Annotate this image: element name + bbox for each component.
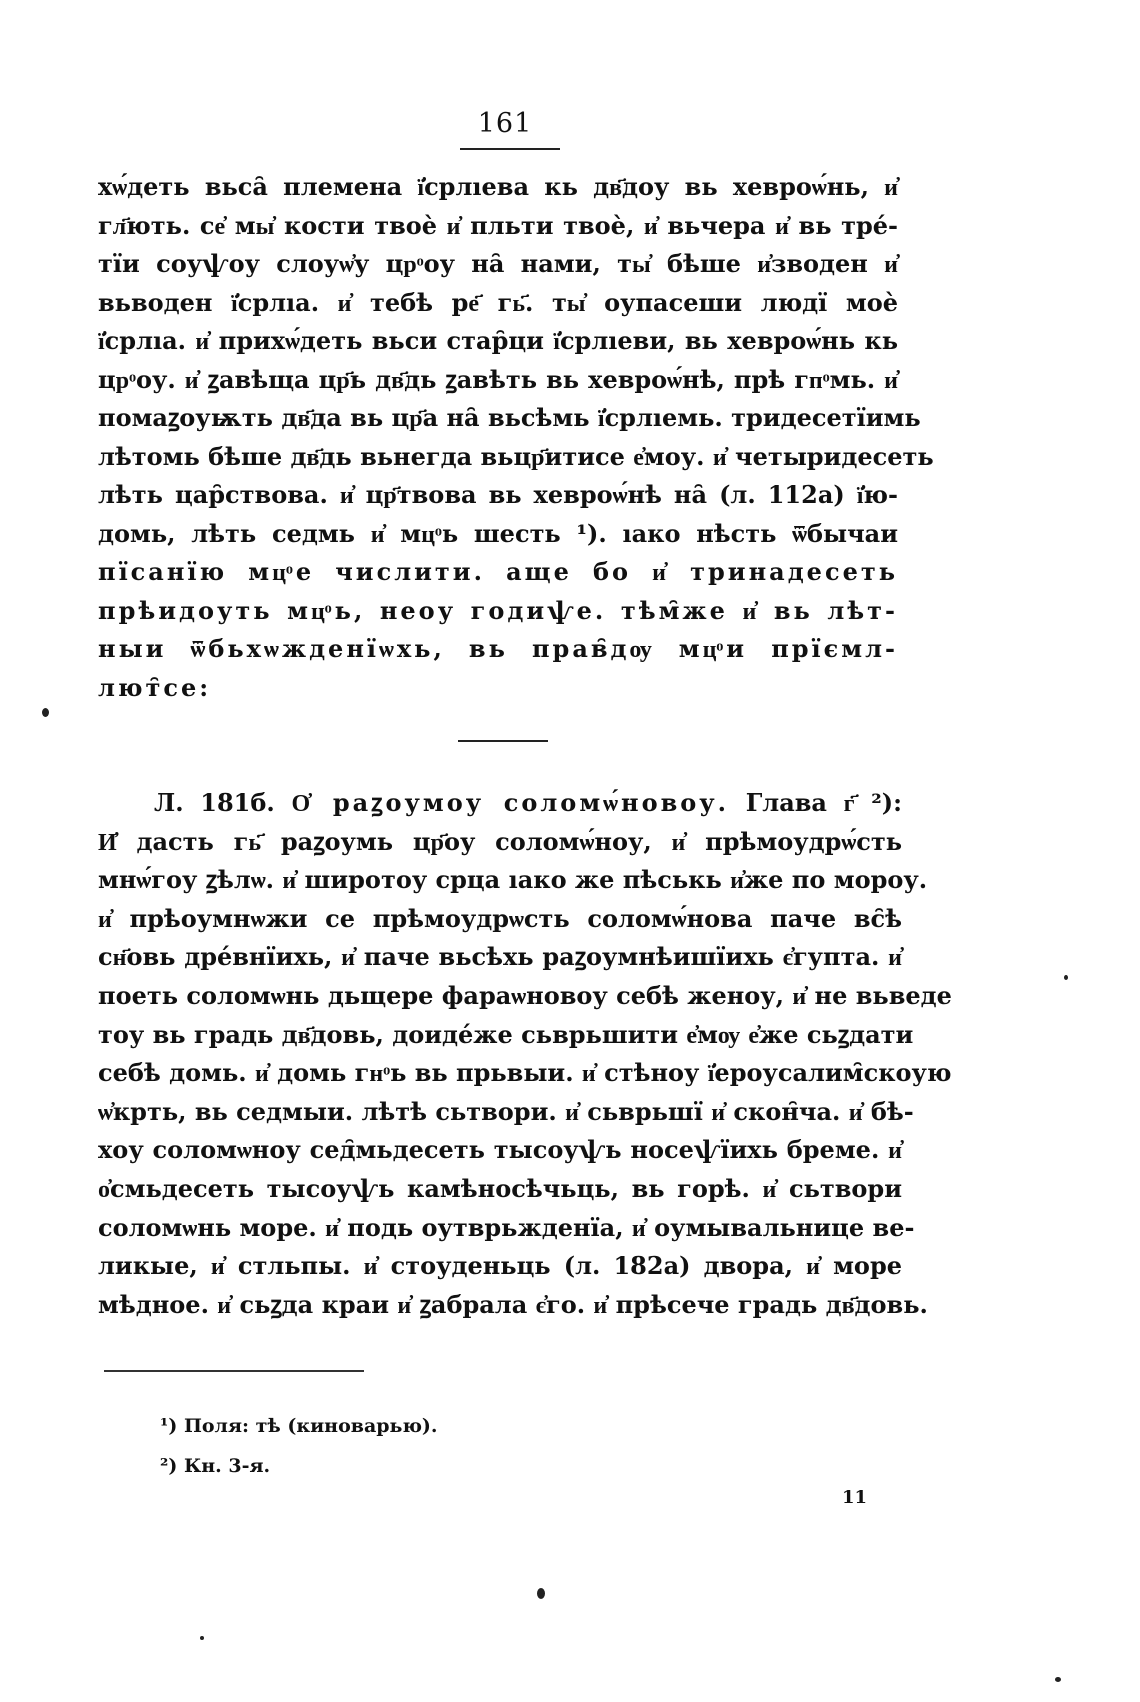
text-line: домь, лѣть седмь и҆ мцͦь шесть ¹). ıако нѣсть ѿбычаи xyxy=(98,518,898,548)
print-speck xyxy=(1064,975,1068,980)
text-line: И҆ дасть гь҃ раꙁоумь цр҃оу соломѡ́ноу, и҆ прѣмоудрѡ́сть xyxy=(98,826,902,856)
print-speck xyxy=(42,708,49,717)
text-line: тїи соуѱоу слоуѡ҆у црͦоу на̑ нами, ты҆ бѣше и҆зводен и҆ xyxy=(98,249,898,278)
text-line: тоу вь градь дв҃довь, доиде́же сьврьшити е҆мѹ е҆же сьꙁдати xyxy=(98,1019,914,1049)
text-line: о҆смьдесеть тысоуѱь камѣносѣчьць, вь горѣ. и҆ сьтвори xyxy=(98,1173,902,1203)
text-line: гл҃ють. се҆ мы҆ кости твоѐ и҆ пльти твоѐ, и҆ вьчера и҆ вь тре́- xyxy=(98,210,898,240)
signature-mark: 11 xyxy=(842,1487,868,1508)
text-line: хоу соломѡноу сед̑мьдесеть тысоуѱь носеѱїихь бреме. и҆ xyxy=(98,1135,902,1165)
print-speck xyxy=(1055,1677,1061,1682)
footnote-mark: ¹) xyxy=(160,1415,178,1437)
text-line: мнѡ́гоу ꙁѣлѡ. и҆ широтоу срца ıако же пѣськь и҆же по мороу. xyxy=(98,865,928,895)
footnote-text: Кн. 3-я. xyxy=(183,1455,271,1477)
text-line: ликые, и҆ стльпы. и҆ стоуденьць (л. 182а) двора, и҆ море xyxy=(98,1251,902,1281)
footnote-2 xyxy=(160,1455,270,1477)
footnote-rule xyxy=(104,1370,364,1372)
page-number-rule xyxy=(460,148,560,150)
text-line: лют̑се: xyxy=(98,672,212,702)
footnote-1 xyxy=(160,1415,438,1437)
print-speck xyxy=(537,1588,545,1599)
text-line: мѣдное. и҆ сьꙁда краи и҆ ꙁабрала є҆го. и҆ прѣсече градь дв҃довь. xyxy=(98,1289,928,1319)
chapter-title: О҆ раꙁоумоу соломѡ́новоу. xyxy=(291,788,729,817)
text-line: помаꙁоуѭть дв҃да вь цр҃а на̑ вьсѣмь ї҆срлıемь. тридесетїимь xyxy=(98,403,921,432)
text-line: црͦоу. и҆ ꙁавѣща цр҃ь дв҃дь ꙁавѣть вь хевроѡ́нѣ, прѣ гпͦмь. и҆ xyxy=(98,364,898,394)
page-number: 161 xyxy=(477,108,533,139)
text-line: сн҃овь дре́внїихь, и҆ паче вьсѣхь раꙁоумнѣишїихь є҆гупта. и҆ xyxy=(98,942,902,972)
text-block-1 xyxy=(98,168,934,707)
footnote-text: Поля: тѣ (киноварью). xyxy=(183,1415,438,1437)
folio-reference: Л. 181б. xyxy=(154,788,275,817)
section-divider xyxy=(458,740,548,742)
text-line: вьводен ї҆срлıа. и҆ тебѣ ре҃ гь҃. ты҆ оупасеши людї моѐ xyxy=(98,287,898,317)
text-line: пїсанїю мцͦе числити. аще бо и҆ тринадесеть xyxy=(98,557,898,586)
text-line: прѣидоуть мцͦь, неоу годиѱе. тѣм̑же и҆ вь лѣт- xyxy=(98,595,898,625)
chapter-heading xyxy=(98,784,902,823)
text-line: ї҆срлıа. и҆ прихѡ́деть вьси стар̑ци ї҆срлıеви, вь хевроѡ́нь кь xyxy=(98,326,898,355)
footnote-mark: ²) xyxy=(160,1455,178,1477)
text-line: лѣтомь бѣше дв҃дь вьнегда вьцр҃итисе е҆моу. и҆ четыридесеть xyxy=(98,441,934,471)
text-line: хѡ́деть вьса̑ племена ї҆срлıева кь дв҃доу вь хевроѡ́нь, и҆ xyxy=(98,172,898,201)
print-speck xyxy=(200,1636,204,1640)
text-line: поеть соломѡнь дьщере фараѡновоу себѣ женоу, и҆ не вьведе xyxy=(98,980,952,1010)
text-line: соломѡнь море. и҆ подь оутврьжденїа, и҆ оумывальнице ве- xyxy=(98,1212,915,1242)
text-line: себѣ домь. и҆ домь гнͦь вь прьвыи. и҆ стѣноу ї҆ероусалим̑скоую xyxy=(98,1058,952,1088)
text-line: и҆ прѣоумнѡжи се прѣмоудрѡсть соломѡ́нова паче вс̑ѣ xyxy=(98,903,902,933)
text-block-2 xyxy=(98,784,952,1324)
text-line: лѣть цар̑ствова. и҆ цр҃твова вь хевроѡ́нѣ на̑ (л. 112а) ї҆ю- xyxy=(98,480,898,509)
text-line: ѡ҆крть, вь седмыи. лѣтѣ сьтвори. и҆ сьврьшї и҆ скон̑ча. и҆ бѣ- xyxy=(98,1096,914,1126)
chapter-number: Глава г҃ ²): xyxy=(745,788,902,817)
text-line: ныи ѿбьхѡжденїѡхь, вь прав̑дѹ мцͦи прїємл- xyxy=(98,634,898,663)
